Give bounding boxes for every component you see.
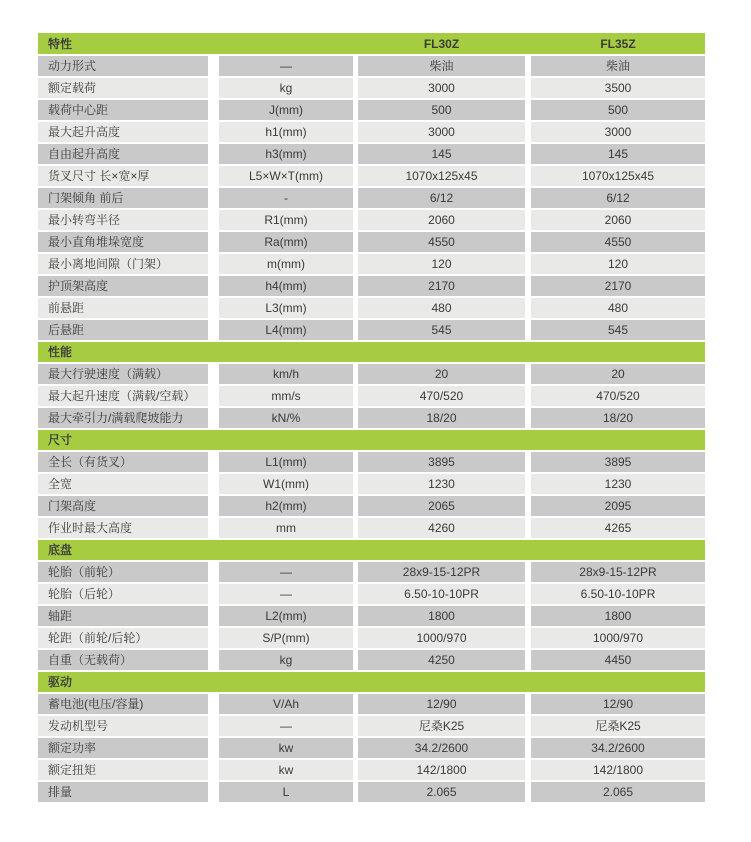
- row-value-fl30z: 34.2/2600: [358, 738, 525, 758]
- row-label: 最小离地间隙（门架）: [38, 254, 208, 274]
- row-label: 全长（有货叉）: [38, 452, 208, 472]
- row-value-fl35z: 4550: [531, 232, 705, 252]
- table-row: [38, 408, 705, 428]
- row-label: 门架高度: [38, 496, 208, 516]
- row-unit: mm/s: [219, 386, 353, 406]
- header-model-fl35z: FL35Z: [600, 36, 636, 51]
- row-value-fl35z: 28x9-15-12PR: [531, 562, 705, 582]
- row-unit: R1(mm): [219, 210, 353, 230]
- row-unit: V/Ah: [219, 694, 353, 714]
- row-value-fl30z: 545: [358, 320, 525, 340]
- table-row: [38, 56, 705, 76]
- row-label: 最大起升速度（满载/空载）: [38, 386, 208, 406]
- row-unit: —: [219, 562, 353, 582]
- section-header-row: [38, 672, 705, 692]
- table-row: [38, 254, 705, 274]
- row-value-fl35z: 1000/970: [531, 628, 705, 648]
- row-unit: h4(mm): [219, 276, 353, 296]
- row-value-fl30z: 1800: [358, 606, 525, 626]
- row-value-fl30z: 3895: [358, 452, 525, 472]
- table-row: [38, 166, 705, 186]
- section-title: 性能: [48, 345, 73, 359]
- row-value-fl35z: 480: [531, 298, 705, 318]
- row-value-fl35z: 6/12: [531, 188, 705, 208]
- row-unit: h1(mm): [219, 122, 353, 142]
- row-label: 蓄电池(电压/容量): [38, 694, 208, 714]
- row-value-fl30z: 142/1800: [358, 760, 525, 780]
- row-label: 最小直角堆垛宽度: [38, 232, 208, 252]
- row-label: 轮胎（前轮）: [38, 562, 208, 582]
- section-title: 底盘: [48, 543, 73, 557]
- row-label: 作业时最大高度: [38, 518, 208, 538]
- row-value-fl30z: 18/20: [358, 408, 525, 428]
- section-header-row: [38, 342, 705, 362]
- table-row: [38, 716, 705, 736]
- row-unit: Ra(mm): [219, 232, 353, 252]
- row-value-fl30z: 3000: [358, 122, 525, 142]
- table-row: [38, 694, 705, 714]
- row-value-fl30z: 尼桑K25: [358, 716, 525, 736]
- row-value-fl30z: 1070x125x45: [358, 166, 525, 186]
- row-value-fl35z: 12/90: [531, 694, 705, 714]
- table-row: [38, 364, 705, 384]
- row-value-fl35z: 1230: [531, 474, 705, 494]
- row-value-fl30z: 145: [358, 144, 525, 164]
- row-unit: km/h: [219, 364, 353, 384]
- row-value-fl35z: 120: [531, 254, 705, 274]
- table-row: [38, 782, 705, 802]
- row-value-fl30z: 柴油: [358, 56, 525, 76]
- row-unit: J(mm): [219, 100, 353, 120]
- row-value-fl35z: 20: [531, 364, 705, 384]
- row-value-fl35z: 545: [531, 320, 705, 340]
- table-row: [38, 188, 705, 208]
- table-row: [38, 78, 705, 98]
- table-row: [38, 276, 705, 296]
- section-header-row: [38, 540, 705, 560]
- row-unit: L4(mm): [219, 320, 353, 340]
- row-value-fl30z: 4260: [358, 518, 525, 538]
- row-value-fl35z: 2095: [531, 496, 705, 516]
- row-unit: m(mm): [219, 254, 353, 274]
- row-label: 自重（无载荷）: [38, 650, 208, 670]
- header-unit-spacer: [219, 33, 353, 54]
- section-header-row: [38, 430, 705, 450]
- row-value-fl35z: 145: [531, 144, 705, 164]
- row-value-fl30z: 120: [358, 254, 525, 274]
- row-label: 货叉尺寸 长×宽×厚: [38, 166, 208, 186]
- row-value-fl30z: 4550: [358, 232, 525, 252]
- row-unit: kN/%: [219, 408, 353, 428]
- row-value-fl35z: 1070x125x45: [531, 166, 705, 186]
- section-title: 尺寸: [48, 433, 73, 447]
- row-unit: L5×W×T(mm): [219, 166, 353, 186]
- row-value-fl35z: 142/1800: [531, 760, 705, 780]
- table-row: [38, 628, 705, 648]
- row-value-fl35z: 470/520: [531, 386, 705, 406]
- row-unit: mm: [219, 518, 353, 538]
- row-label: 最大起升高度: [38, 122, 208, 142]
- table-row: [38, 452, 705, 472]
- header-feature-label: 特性: [48, 36, 73, 51]
- row-unit: h3(mm): [219, 144, 353, 164]
- row-value-fl35z: 柴油: [531, 56, 705, 76]
- row-unit: L3(mm): [219, 298, 353, 318]
- table-row: [38, 210, 705, 230]
- row-label: 门架倾角 前后: [38, 188, 208, 208]
- row-value-fl30z: 6.50-10-10PR: [358, 584, 525, 604]
- row-label: 后悬距: [38, 320, 208, 340]
- row-value-fl30z: 1230: [358, 474, 525, 494]
- row-unit: kg: [219, 78, 353, 98]
- row-label: 发动机型号: [38, 716, 208, 736]
- row-unit: W1(mm): [219, 474, 353, 494]
- row-value-fl35z: 2.065: [531, 782, 705, 802]
- row-value-fl30z: 12/90: [358, 694, 525, 714]
- row-value-fl30z: 2065: [358, 496, 525, 516]
- row-label: 轮距（前轮/后轮）: [38, 628, 208, 648]
- row-value-fl35z: 18/20: [531, 408, 705, 428]
- row-value-fl30z: 2.065: [358, 782, 525, 802]
- row-label: 载荷中心距: [38, 100, 208, 120]
- row-value-fl30z: 2170: [358, 276, 525, 296]
- table-row: [38, 386, 705, 406]
- row-label: 额定载荷: [38, 78, 208, 98]
- row-value-fl30z: 6/12: [358, 188, 525, 208]
- row-label: 最小转弯半径: [38, 210, 208, 230]
- row-unit: -: [219, 188, 353, 208]
- table-row: [38, 606, 705, 626]
- row-label: 额定扭矩: [38, 760, 208, 780]
- table-row: [38, 760, 705, 780]
- row-value-fl35z: 4265: [531, 518, 705, 538]
- row-label: 轮胎（后轮）: [38, 584, 208, 604]
- table-row: [38, 298, 705, 318]
- table-row: [38, 562, 705, 582]
- row-label: 最大行驶速度（满载）: [38, 364, 208, 384]
- table-row: [38, 232, 705, 252]
- row-value-fl35z: 4450: [531, 650, 705, 670]
- row-unit: —: [219, 584, 353, 604]
- row-value-fl35z: 尼桑K25: [531, 716, 705, 736]
- row-value-fl35z: 3895: [531, 452, 705, 472]
- row-unit: h2(mm): [219, 496, 353, 516]
- row-value-fl35z: 2060: [531, 210, 705, 230]
- row-unit: S/P(mm): [219, 628, 353, 648]
- row-unit: kw: [219, 738, 353, 758]
- row-value-fl30z: 1000/970: [358, 628, 525, 648]
- section-title: 驱动: [48, 675, 73, 689]
- row-value-fl30z: 4250: [358, 650, 525, 670]
- row-value-fl35z: 2170: [531, 276, 705, 296]
- header-model-fl30z: FL30Z: [423, 36, 460, 51]
- row-label: 轴距: [38, 606, 208, 626]
- row-value-fl30z: 480: [358, 298, 525, 318]
- row-value-fl30z: 500: [358, 100, 525, 120]
- row-label: 全宽: [38, 474, 208, 494]
- row-value-fl30z: 470/520: [358, 386, 525, 406]
- table-row: [38, 320, 705, 340]
- table-row: [38, 518, 705, 538]
- row-label: 排量: [38, 782, 208, 802]
- row-label: 护顶架高度: [38, 276, 208, 296]
- row-unit: —: [219, 56, 353, 76]
- table-row: [38, 144, 705, 164]
- row-unit: L1(mm): [219, 452, 353, 472]
- row-unit: kw: [219, 760, 353, 780]
- row-label: 自由起升高度: [38, 144, 208, 164]
- row-label: 前悬距: [38, 298, 208, 318]
- row-value-fl35z: 34.2/2600: [531, 738, 705, 758]
- table-row: [38, 474, 705, 494]
- row-value-fl35z: 6.50-10-10PR: [531, 584, 705, 604]
- row-unit: —: [219, 716, 353, 736]
- row-value-fl35z: 3500: [531, 78, 705, 98]
- table-row: [38, 650, 705, 670]
- row-unit: L2(mm): [219, 606, 353, 626]
- row-unit: kg: [219, 650, 353, 670]
- row-value-fl35z: 500: [531, 100, 705, 120]
- table-row: [38, 584, 705, 604]
- table-row: [38, 122, 705, 142]
- table-header-row: [38, 33, 705, 54]
- row-label: 动力形式: [38, 56, 208, 76]
- row-value-fl30z: 20: [358, 364, 525, 384]
- forklift-spec-table: [38, 33, 705, 804]
- table-row: [38, 100, 705, 120]
- row-value-fl30z: 2060: [358, 210, 525, 230]
- row-value-fl35z: 3000: [531, 122, 705, 142]
- row-value-fl30z: 3000: [358, 78, 525, 98]
- row-value-fl35z: 1800: [531, 606, 705, 626]
- row-unit: L: [219, 782, 353, 802]
- table-row: [38, 738, 705, 758]
- row-label: 最大牵引力/满载爬坡能力: [38, 408, 208, 428]
- row-label: 额定功率: [38, 738, 208, 758]
- row-value-fl30z: 28x9-15-12PR: [358, 562, 525, 582]
- table-row: [38, 496, 705, 516]
